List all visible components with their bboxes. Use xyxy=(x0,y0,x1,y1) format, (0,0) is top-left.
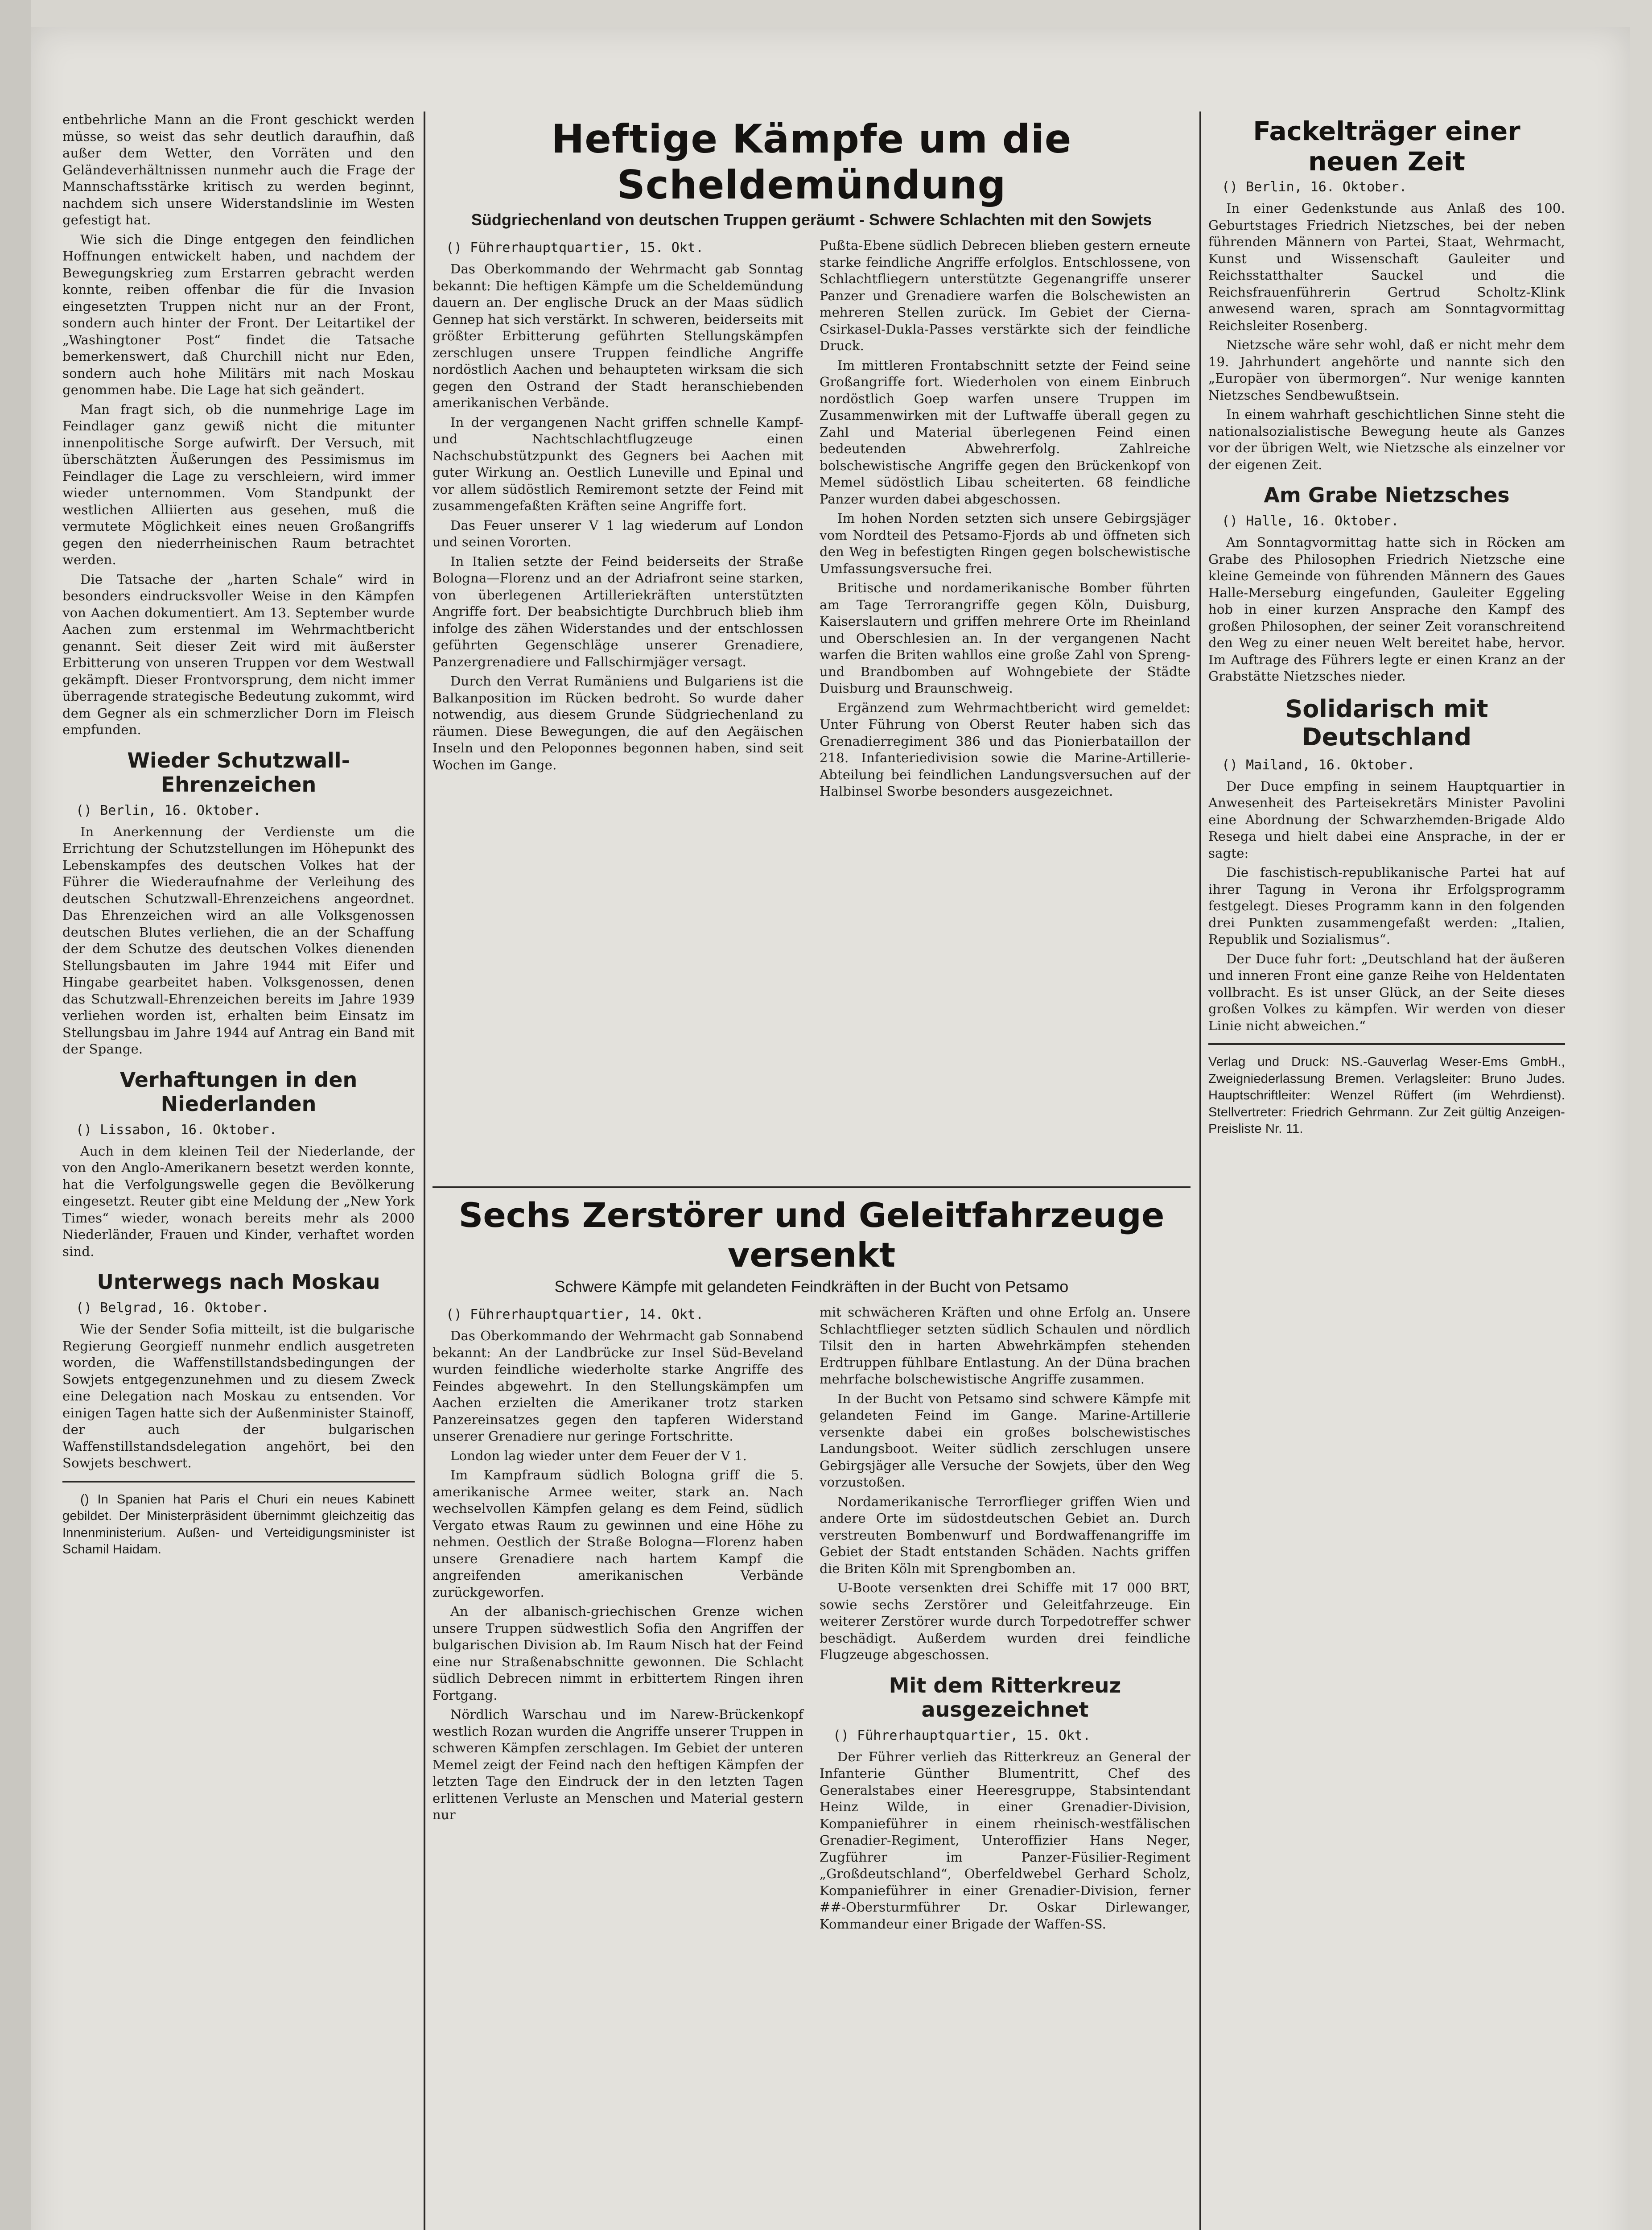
left-article-2: Auch in dem kleinen Teil der Niederlande, der von den Anglo-Amerikanern besetzt werden konnte, hat die Verfolgungswelle gegen die Bevölkerung eingesetzt. Reuter gibt eine Meldung der „New York Times“ wieder, wonach bereits mehr als 2000 Niederländer, Frauen und Kinder, verhaftet worden sind. xyxy=(62,1143,415,1259)
left-article-1: In Anerkennung der Verdienste um die Errichtung der Schutzstellungen im Höhepunkt des Lebenskampfes des deutschen Volkes hat der Führer die Wiederaufnahme der Verleihung des deutschen Schutzwall-Ehrenzeichens angeordnet. Das Ehrenzeichen wird an alle Volksgenossen deutschen Blutes verliehen, die an der Schaffung der dem Schutze des deutschen Volkes dienenden Stellungsbauten im Jahre 1944 mit Eifer und Hingabe gearbeitet haben. Volksgenossen, denen das Schutzwall-Ehrenzeichen bereits im Jahre 1939 verliehen worden ist, erhalten beim Einsatz im Stellungsbau im Jahre 1944 auf Antrag ein Band mit der Spange. xyxy=(62,824,415,1057)
right-column xyxy=(1208,116,1565,2230)
second-a-p4: An der albanisch-griechischen Grenze wichen unsere Truppen südwestlich Sofia den Angriffen der bulgarischen Division ab. Im Raum Nisch hat der Feind eine nur Straßenabschnitte gewonnen. Die Schlacht südlich Debrecen nimmt in erbittertem Ringen ihren Fortgang. xyxy=(433,1604,803,1703)
newspaper-page xyxy=(31,27,1630,2230)
main-col-a xyxy=(433,237,803,803)
second-a-p5: Nördlich Warschau und im Narew-Brückenkopf westlich Rozan wurden die Angriffe unserer Truppen in schweren Kämpfen zerschlagen. Im Gebiet der unteren Memel zeigt der Feind nach den heftigen Kämpfen der letzten Tage den Eindruck der in den letzten Tagen erlittenen Verluste an Menschen und Material gestern nur xyxy=(433,1707,803,1822)
main-b-p1: Pußta-Ebene südlich Debrecen blieben gestern erneute starke feindliche Angriffe erfolglos. Entschlossene, von Schlachtfliegern unterstützte Gegenangriffe unserer Panzer und Grenadiere warfen die Bolschewisten an mehreren Stellen zurück. Im Gebiet der Cierna-Csirkasel-Dukla-Passes verstärkte sich der feindliche Druck. xyxy=(820,238,1191,353)
second-b-p3: Nordamerikanische Terrorflieger griffen Wien und andere Orte im südostdeutschen Gebiet an. Durch verstreuten Bombenwurf und Bordwaffenangriffe im Gebiet der Stadt entstanden Schäden. Nachts griffen die Briten Köln mit Sprengbomben an. xyxy=(820,1494,1191,1576)
main-subheadline: Südgriechenland von deutschen Truppen geräumt - Schwere Schlachten mit den Sowjets xyxy=(471,211,1152,229)
scan-edge xyxy=(0,0,31,2230)
right-heading-3: Solidarisch mit Deutschland xyxy=(1285,694,1488,751)
rule-right xyxy=(1199,112,1201,2230)
imprint: Verlag und Druck: NS.-Gauverlag Weser-Ems GmbH., Zweigniederlassung Bremen. Verlagsleiter: Bruno Judes. Hauptschriftleiter: Wenzel Rüffert (im Wehrdienst). Stellvertreter: Friedrich Gehrmann. Zur Zeit gültig Anzeigen-Preisliste Nr. 11. xyxy=(1208,1055,1565,1136)
left-heading-3: Unterwegs nach Moskau xyxy=(97,1270,380,1294)
main-b-p2: Im mittleren Frontabschnitt setzte der Feind seine Großangriffe fort. Wiederholen von einem Einbruch nordöstlich Goep warfen unsere Truppen im Zusammenwirken mit der Luftwaffe überall gegen zu Zahl und Material überlegenen Feind einen bedeutenden Abwehrerfolg. Zahlreiche bolschewistische Angriffe gegen den Brückenkopf von Memel südöstlich Libau scheiterten. 68 feindliche Panzer wurden dabei abgeschossen. xyxy=(820,357,1191,507)
right-dateline-2: () Halle, 16. Oktober. xyxy=(1222,513,1399,529)
left-intro-p1: entbehrliche Mann an die Front geschickt werden müsse, so weist das sehr deutlich daraufhin, daß außer dem Wetter, den Vorräten und den Geländeverhältnissen nunmehr auch die Frage der Mannschaftsstärke kritisch zu werden beginnt, nachdem sich unsere Widerstandslinie im Westen gefestigt hat. xyxy=(62,112,415,227)
main-headline: Heftige Kämpfe um die Scheldemündung xyxy=(551,116,1072,208)
second-story xyxy=(433,1195,1191,2230)
ritterkreuz-dateline: () Führerhauptquartier, 15. Okt. xyxy=(833,1727,1091,1743)
main-col-b xyxy=(820,237,1191,803)
main-b-p5: Ergänzend zum Wehrmachtbericht wird gemeldet: Unter Führung von Oberst Reuter haben sich das Grenadierregiment 386 und das Pionierbataillon der 218. Infanteriedivision sowie die Marine-Artillerie-Abteilung bei feindlichen Landungsversuchen auf der Halbinsel Sworbe besonders ausgezeichnet. xyxy=(820,700,1191,799)
second-col-b xyxy=(820,1304,1191,1935)
main-a-p5: Durch den Verrat Rumäniens und Bulgariens ist die Balkanposition im Rücken bedroht. So wurde daher notwendig, aus diesem Grunde Südgriechenland zu räumen. Diese Bewegungen, die auf den Aegäischen Inseln und den Peloponnes begonnen haben, sind seit Wochen im Gange. xyxy=(433,673,803,772)
main-dateline: () Führerhauptquartier, 15. Okt. xyxy=(446,240,704,256)
second-subheadline: Schwere Kämpfe mit gelandeten Feindkräften in der Bucht von Petsamo xyxy=(554,1277,1069,1296)
ritterkreuz-text: Der Führer verlieh das Ritterkreuz an General der Infanterie Günther Blumentritt, Chef des Generalstabes einer Heeresgruppe, Stabsintendant Heinz Wilde, in einer Grenadier-Division, Kompanieführer in einem rheinisch-westfälischen Grenadier-Regiment, Unteroffizier Hans Neger, Zugführer im Panzer-Füsilier-Regiment „Großdeutschland“, Oberfeldwebel Gerhard Scholz, Kompanieführer in einer Grenadier-Division, ferner ##-Obersturmführer Dr. Oskar Dirlewanger, Kommandeur einer Brigade der Waffen-SS. xyxy=(820,1749,1191,1932)
second-columns xyxy=(433,1304,1191,1935)
second-a-p2: London lag wieder unter dem Feuer der V 1. xyxy=(450,1448,747,1463)
left-column xyxy=(62,112,415,2230)
left-article-3: Wie der Sender Sofia mitteilt, ist die bulgarische Regierung Georgieff nunmehr endlich ausgetreten worden, die Waffenstillstandsbedingungen der Sowjets entgegenzunehmen und zu diesem Zweck eine Delegation nach Moskau zu entsenden. Vor einigen Tagen hatte sich der Außenminister Stainoff, der auch der bulgarischen Waffenstillstandsdelegation angehört, bei den Sowjets beschwert. xyxy=(62,1321,415,1470)
second-col-a xyxy=(433,1304,803,1935)
right-article-3-p1: Der Duce empfing in seinem Hauptquartier in Anwesenheit des Parteisekretärs Minister Pavolini eine Abordnung der Schwarzhemden-Brigade Aldo Resega und hielt dabei eine Ansprache, in der er sagte: xyxy=(1208,778,1565,861)
main-a-p1: Das Oberkommando der Wehrmacht gab Sonntag bekannt: Die heftigen Kämpfe um die Scheldemündung dauern an. Der englische Druck an der Maas südlich Gennep hat sich verstärkt. In schweren, beiderseits mit größter Erbitterung geführten Stellungskämpfen zerschlugen unsere Truppen feindliche Angriffe nordöstlich Aachen und behaupteten wirksam die sich gegen den Ostrand der Stadt heranschiebenden amerikanischen Verbände. xyxy=(433,261,803,410)
second-a-p3: Im Kampfraum südlich Bologna griff die 5. amerikanische Armee weiter, stark an. Nach wechselvollen Kämpfen gelang es dem Feind, südlich Vergato etwas Raum zu gewinnen und eine Höhe zu nehmen. Oestlich der Straße Bologna—Florenz haben unsere Grenadiere nach hartem Kampf die angreifenden amerikanischen Verbände zurückgeworfen. xyxy=(433,1467,803,1600)
right-article-1-p1: In einer Gedenkstunde aus Anlaß des 100. Geburtstages Friedrich Nietzsches, bei der neben führenden Männern von Partei, Staat, Wehrmacht, Kunst und Wissenschaft Gauleiter und Reichsstatthalter Sauckel und die Reichsfrauenführerin Gertrud Scholtz-Klink anwesend waren, sprach am Sonntagvormittag Reichsleiter Rosenberg. xyxy=(1208,201,1565,333)
right-dateline-1: () Berlin, 16. Oktober. xyxy=(1222,179,1407,195)
second-b-p1: mit schwächeren Kräften und ohne Erfolg an. Unsere Schlachtflieger setzten südlich Schaulen und nördlich Tilsit den in harten Abwehrkämpfen stehenden Erdtruppen fühlbare Entlastung. An der Düna brachen mehrfache bolschewistische Angriffe zusammen. xyxy=(820,1305,1191,1387)
right-article-3-p3: Der Duce fuhr fort: „Deutschland hat der äußeren und inneren Front eine ganze Reihe von Heldentaten vollbracht. Es ist unser Glück, an der Seite dieses großen Volkes zu kämpfen. Wir werden von dieser Linie nicht abweichen.“ xyxy=(1208,951,1565,1033)
rule-middle xyxy=(433,1186,1191,1188)
right-dateline-3: () Mailand, 16. Oktober. xyxy=(1222,757,1415,773)
main-a-p3: Das Feuer unserer V 1 lag wiederum auf London und seinen Vororten. xyxy=(433,517,803,549)
left-heading-2: Verhaftungen in den Niederlanden xyxy=(119,1067,358,1116)
second-headline: Sechs Zerstörer und Geleitfahrzeuge versenkt xyxy=(458,1195,1165,1275)
left-intro-p4: Die Tatsache der „harten Schale“ wird in besonders eindrucksvoller Weise in den Kämpfen von Aachen dokumentiert. Am 13. September wurde Aachen zum erstenmal im Wehrmachtbericht genannt. Seit dieser Zeit wird mit äußerster Erbitterung von unseren Truppen vor dem Westwall gekämpft. Dieser Frontvorsprung, dem nicht immer überragende strategische Bedeutung zukommt, wird dem Gegner als ein schmerzlicher Dorn im Fleisch empfunden. xyxy=(62,571,415,737)
left-dateline-3: () Belgrad, 16. Oktober. xyxy=(76,1300,269,1316)
left-heading-1: Wieder Schutzwall-Ehrenzeichen xyxy=(127,748,350,797)
left-intro-p3: Man fragt sich, ob die nunmehrige Lage im Feindlager ganz gewiß nicht die mitunter innenpolitische Sorge aufwirft. Der Versuch, mit überschätzten Äußerungen des Pessimismus im Feindlager die Lage zu verschleiern, wird immer wieder unternommen. Vom Standpunkt der westlichen Alliierten aus gesehen, muß die vermutete Möglichkeit eines neuen Großangriffs gegen den niederrheinischen Raum betrachtet werden. xyxy=(62,401,415,567)
right-article-3-p2: Die faschistisch-republikanische Partei hat auf ihrer Tagung in Verona ihr Erfolgsprogramm festgelegt. Dieses Programm kann in den folgenden drei Punkten zusammengefaßt werden: „Italien, Republik und Sozialismus“. xyxy=(1208,865,1565,947)
main-a-p2: In der vergangenen Nacht griffen schnelle Kampf- und Nachtschlachtflugzeuge einen Nachschubstützpunkt des Gegners bei Aachen mit guter Wirkung an. Oestlich Luneville und Epinal und vor allem südöstlich Remiremont setzte der Feind mit zusammengefaßten Kräften seine Angriffe fort. xyxy=(433,414,803,513)
second-b-uboot: U-Boote versenkten drei Schiffe mit 17 000 BRT, sowie sechs Zerstörer und Geleitfahrzeuge. Ein weiterer Zerstörer wurde durch Torpedotreffer schwer beschädigt. Außerdem wurden drei feindliche Flugzeuge abgeschossen. xyxy=(820,1580,1191,1662)
right-article-1-p3: In einem wahrhaft geschichtlichen Sinne steht die nationalsozialistische Bewegung heute als Ganzes vor der übrigen Welt, wie Nietzsche als einzelner vor der eigenen Zeit. xyxy=(1208,407,1565,472)
left-dateline-2: () Lissabon, 16. Oktober. xyxy=(76,1122,277,1138)
main-story xyxy=(433,116,1191,1177)
second-b-p2: In der Bucht von Petsamo sind schwere Kämpfe mit gelandeten Feind im Gange. Marine-Artillerie versenkte dabei ein großes bolschewistisches Landungsboot. Weiter südlich zerschlugen unsere Gebirgsjäger alle Versuche der Sowjets, über den Weg vorzustoßen. xyxy=(820,1391,1191,1490)
main-columns xyxy=(433,237,1191,803)
ritterkreuz-heading: Mit dem Ritterkreuz ausgezeichnet xyxy=(889,1673,1121,1722)
main-b-p3: Im hohen Norden setzten sich unsere Gebirgsjäger vom Nordteil des Petsamo-Fjords ab und öffneten sich den Weg in befestigten Ringen gegen bolschewistische Umfassungsversuche frei. xyxy=(820,511,1191,576)
second-a-p1: Das Oberkommando der Wehrmacht gab Sonnabend bekannt: An der Landbrücke zur Insel Süd-Beveland wurden feindliche wiederholte starke Angriffe des Feindes abgewehrt. In den Stellungskämpfen um Aachen erzielten die Amerikaner trotz starken Panzereinsatzes gegen den tapferen Widerstand unserer Grenadiere nur geringe Fortschritte. xyxy=(433,1328,803,1444)
left-divider xyxy=(62,1481,415,1483)
right-heading-2: Am Grabe Nietzsches xyxy=(1264,483,1510,507)
second-dateline: () Führerhauptquartier, 14. Okt. xyxy=(446,1307,704,1322)
left-dateline-1: () Berlin, 16. Oktober. xyxy=(76,802,261,818)
main-a-p4: In Italien setzte der Feind beiderseits der Straße Bologna—Florenz und an der Adriafront seine starken, von überlegenen Artilleriekräften unterstützten Angriffe fort. Der beabsichtigte Durchbruch blieb ihm infolge des zähen Widerstandes und der entschlossen geführten Gegenschläge unserer Grenadiere, Panzergrenadiere und Fallschirmjäger versagt. xyxy=(433,553,803,669)
main-b-p4: Britische und nordamerikanische Bomber führten am Tage Terrorangriffe gegen Köln, Duisburg, Kaiserslautern und griffen mehrere Orte im Rheinland und Oberschlesien an. In der vergangenen Nacht warfen die Briten wahllos eine große Zahl von Spreng- und Brandbomben auf Wohngebiete der Städte Duisburg und Braunschweig. xyxy=(820,580,1191,696)
right-divider xyxy=(1208,1043,1565,1045)
right-heading-1: Fackelträger einer neuen Zeit xyxy=(1253,116,1520,177)
rule-left xyxy=(424,112,425,2230)
left-intro-p2: Wie sich die Dinge entgegen den feindlichen Hoffnungen entwickelt haben, und nachdem der Bewegungskrieg zum Erstarren gebracht werden konnte, reiben offenbar die für die Invasion eingesetzten Truppen nicht nur an der Front, sondern auch hinter der Front. Der Leitartikel der „Washingtoner Post“ findet die Tatsache bemerkenswert, daß Churchill nicht nur Eden, sondern auch hohe Militärs mit nach Moskau genommen habe. Die Lage hat sich geändert. xyxy=(62,231,415,397)
right-article-1-p2: Nietzsche wäre sehr wohl, daß er nicht mehr dem 19. Jahrhundert angehörte und nannte sich den „Europäer von übermorgen“. Nur wenige kannten Nietzsches Sendbewußtsein. xyxy=(1208,337,1565,403)
left-footnote: () In Spanien hat Paris el Churi ein neues Kabinett gebildet. Der Ministerpräsident übernimmt gleichzeitig das Innenministerium. Außen- und Verteidigungsminister ist Schamil Haidam. xyxy=(62,1492,415,1557)
right-article-2: Am Sonntagvormittag hatte sich in Röcken am Grabe des Philosophen Friedrich Nietzsche eine kleine Gemeinde von führenden Männern des Gaues Halle-Merseburg eingefunden, Gauleiter Eggeling hob in einer kurzen Ansprache den Kampf des großen Philosophen, der seiner Zeit voranschreitend den Weg zu einer neuen Welt bereitet habe, hervor. Im Auftrage des Führers legte er einen Kranz an der Grabstätte Nietzsches nieder. xyxy=(1208,535,1565,684)
